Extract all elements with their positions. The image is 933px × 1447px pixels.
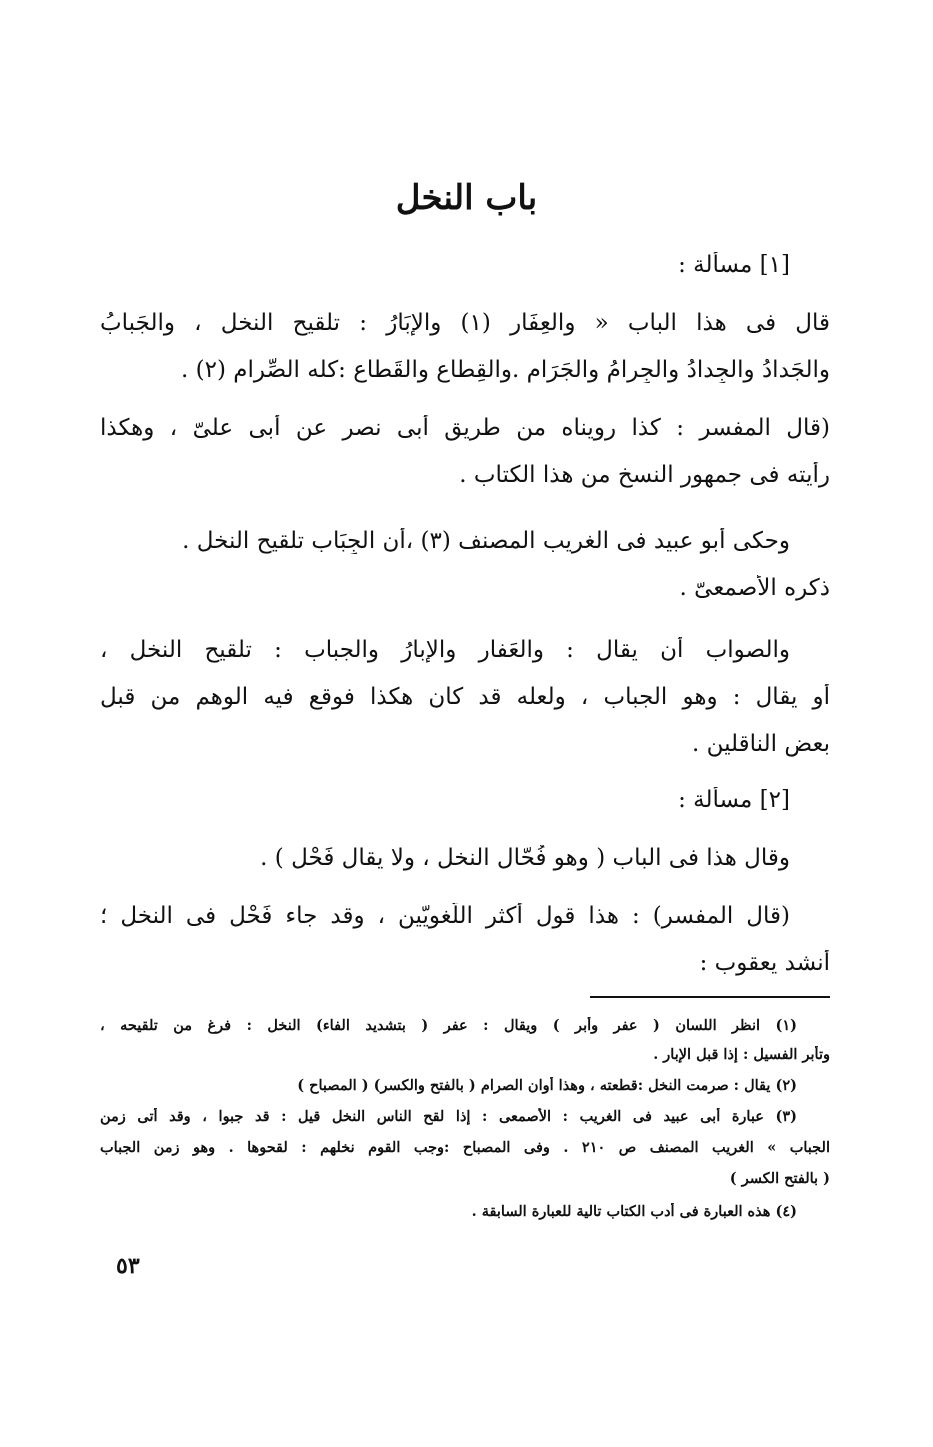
paragraph-6-line-1: (قال المفسر) : هذا قول أكثر اللُّغويّين ، وقد جاء فَحْل فى النخل ؛ — [100, 903, 790, 929]
footnote-4-line-1: (٤) هذه العبارة فى أدب الكتاب تالية للعبارة السابقة . — [471, 1203, 797, 1220]
paragraph-5-line-1: وقال هذا فى الباب ( وهو فُحّال النخل ، ولا يقال فَحْل ) . — [260, 845, 790, 871]
paragraph-4-line-2: أو يقال : وهو الجباب ، ولعله قد كان هكذا فوقع فيه الوهم من قبل — [100, 684, 830, 710]
footnote-3-line-1: (٣) عبارة أبى عبيد فى الغريب : الأصمعى : إذا لقح الناس النخل قيل : قد جبوا ، وقد أتى زمن — [100, 1108, 797, 1125]
paragraph-1-line-1: قال فى هذا الباب « والعِفَار (١) والإبَارُ : تلقيح النخل ، والجَبابُ — [100, 310, 830, 336]
paragraph-6-line-2: أنشد يعقوب : — [699, 950, 830, 976]
paragraph-3-line-2: ذكره الأصمعىّ . — [679, 575, 830, 601]
paragraph-2-line-1: (قال المفسر : كذا رويناه من طريق أبى نصر عن أبى علىّ ، وهكذا — [100, 415, 830, 441]
paragraph-1-line-2: والجَدادُ والجِدادُ والجِرامُ والجَرَام .والقِطاع والقَطاع :كله الصِّرام (٢) . — [181, 357, 830, 383]
section-header-2: [٢] مسألة : — [678, 787, 790, 813]
chapter-title: باب النخل — [395, 178, 538, 218]
paragraph-2-line-2: رأيته فى جمهور النسخ من هذا الكتاب . — [459, 462, 830, 488]
section-header-1: [١] مسألة : — [678, 252, 790, 278]
page-number: ٥٣ — [116, 1253, 140, 1279]
footnote-1-line-1: (١) انظر اللسان ( عفر وأبر ) ويقال : عفر ( بتشديد الفاء) النخل : فرغ من تلقيحه ، — [100, 1017, 797, 1034]
footnote-1-line-2: وتأبر الفسيل : إذا قبل الإبار . — [653, 1046, 830, 1063]
footnote-3-line-2: الجباب » الغريب المصنف ص ٢١٠ . وفى المصباح :وجب القوم نخلهم : لقحوها . وهو زمن الجباب — [100, 1139, 830, 1156]
paragraph-4-line-3: بعض الناقلين . — [691, 731, 830, 757]
paragraph-4-line-1: والصواب أن يقال : والعَفار والإبارُ والجباب : تلقيح النخل ، — [100, 637, 790, 663]
paragraph-3-line-1: وحكى أبو عبيد فى الغريب المصنف (٣) ،أن الجِبَاب تلقيح النخل . — [182, 528, 790, 554]
footnote-2-line-1: (٢) يقال : صرمت النخل :قطعته ، وهذا أوان الصرام ( بالفتح والكسر) ( المصباح ) — [297, 1077, 797, 1094]
footnote-divider — [590, 996, 830, 998]
footnote-3-line-3: ( بالفتح الكسر ) — [729, 1170, 830, 1187]
